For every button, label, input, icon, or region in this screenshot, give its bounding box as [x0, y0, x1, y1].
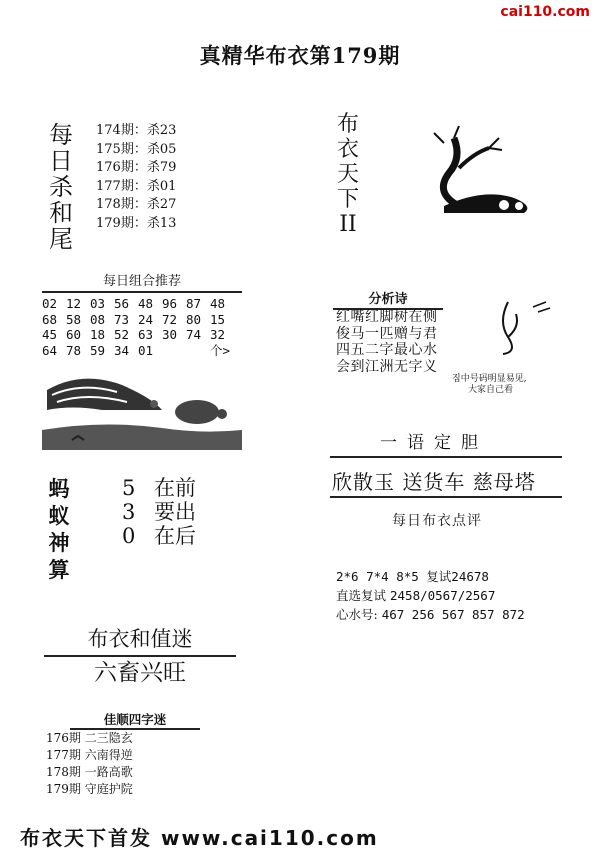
site-tag: cai110.com	[500, 4, 590, 20]
bytx-label: 布衣天下II	[336, 112, 359, 237]
number-value: 467 256 567 857 872	[381, 607, 525, 622]
numbers-block	[336, 567, 525, 624]
combo-cell: 73	[114, 311, 130, 327]
riddle-answer: 六畜兴旺	[94, 660, 186, 686]
daily-review-title: 每日布衣点评	[392, 513, 482, 529]
combo-title: 每日组合推荐	[42, 270, 242, 293]
list-item: 178期：杀27	[96, 197, 177, 212]
list-item: 176期 二三隐玄	[46, 731, 133, 745]
four-char-title: 佳顺四字迷	[70, 710, 200, 730]
divider	[330, 456, 562, 458]
kill-tail-list	[96, 122, 176, 233]
list-item: 177期：杀01	[96, 178, 177, 194]
combo-cell: 74	[186, 327, 202, 342]
poem-line: 俊马一匹赠与君	[336, 325, 438, 342]
list-item: 179期：杀13	[96, 215, 177, 231]
number-line: 2*6 7*4 8*5 复试24678	[336, 569, 489, 584]
number-label: 直选复试	[336, 588, 387, 603]
riddle-title: 布衣和值迷	[44, 623, 236, 657]
four-char-list	[46, 730, 133, 798]
combo-cell: 56	[114, 296, 130, 311]
combo-cell: 52	[114, 327, 130, 342]
combo-cell: 78	[66, 342, 82, 358]
poem-title: 分析诗	[333, 288, 443, 310]
tree-illustration	[404, 118, 554, 218]
ant-num: 3	[122, 500, 136, 524]
combo-cell: 72	[162, 311, 178, 327]
ant-num: 5	[122, 476, 136, 500]
ant-row	[122, 500, 196, 524]
poem-line: 四五二字最心水	[336, 342, 438, 358]
combo-cell: 60	[66, 327, 82, 342]
ant-row	[122, 524, 196, 548]
turtle-illustration	[42, 350, 242, 450]
combo-cell: 80	[186, 311, 202, 327]
combo-cell: 34	[114, 342, 130, 358]
combo-cell: 58	[66, 311, 82, 327]
kill-tail-label: 每日杀和尾	[49, 121, 73, 253]
combo-row	[42, 312, 242, 328]
number-label: 心水号:	[336, 607, 378, 622]
ant-row	[122, 476, 196, 500]
combo-cell: 15	[210, 311, 226, 327]
combo-cell: 01	[138, 342, 154, 358]
combo-cell: 32	[210, 327, 226, 342]
ant-text: 在前	[154, 476, 196, 500]
page-title: 真精华布衣第179期	[199, 43, 401, 68]
combo-cell: 18	[90, 327, 106, 342]
number-value: 2458/0567/2567	[390, 588, 496, 603]
ant-list	[122, 476, 196, 548]
combo-cell: 02	[42, 296, 58, 311]
combo-grid	[42, 296, 242, 358]
combo-cell: 个>	[210, 342, 231, 358]
poem-lines	[336, 309, 438, 375]
list-item: 175期：杀05	[96, 141, 177, 157]
combo-cell: 63	[138, 327, 154, 342]
combo-cell: 12	[66, 296, 82, 311]
one-word-answer: 欣散玉 送货车 慈母塔	[332, 470, 536, 494]
combo-row	[42, 327, 242, 343]
poem-line: 会到江洲无字义	[336, 358, 438, 375]
combo-cell: 48	[138, 296, 154, 311]
sketch-illustration	[478, 292, 558, 362]
note-line: 大家自己看	[468, 385, 514, 395]
combo-cell: 08	[90, 311, 106, 327]
combo-cell: 03	[90, 296, 106, 311]
divider	[330, 496, 562, 498]
combo-cell: 24	[138, 311, 154, 327]
ant-text: 在后	[154, 524, 196, 548]
combo-box	[42, 270, 242, 358]
combo-cell: 96	[162, 296, 178, 311]
ant-num: 0	[122, 524, 136, 548]
ant-text: 要出	[154, 500, 196, 524]
combo-cell: 64	[42, 342, 58, 358]
combo-cell: 30	[162, 327, 178, 342]
combo-row	[42, 296, 242, 312]
list-item: 176期：杀79	[96, 160, 177, 175]
note-line: 짐中号码明显易见,	[452, 374, 527, 384]
poem-note	[452, 374, 527, 396]
number-line	[336, 605, 525, 624]
combo-cell: 59	[90, 342, 106, 358]
list-item: 174期：杀23	[96, 123, 177, 138]
list-item: 179期 守庭护院	[46, 782, 133, 796]
number-line	[336, 586, 525, 605]
one-word-title: 一语定胆	[380, 433, 488, 453]
list-item: 177期 六南得逆	[46, 748, 133, 762]
footer: 布衣天下首发 www.cai110.com	[20, 826, 379, 850]
combo-cell: 68	[42, 311, 58, 327]
ant-label: 蚂蚁神算	[48, 477, 70, 582]
combo-cell: 45	[42, 327, 58, 342]
poem-line: 红嘴红脚树在侧	[336, 309, 438, 325]
list-item: 178期 一路高歌	[46, 765, 133, 779]
combo-cell: 87	[186, 296, 202, 311]
combo-cell: 48	[210, 296, 226, 311]
